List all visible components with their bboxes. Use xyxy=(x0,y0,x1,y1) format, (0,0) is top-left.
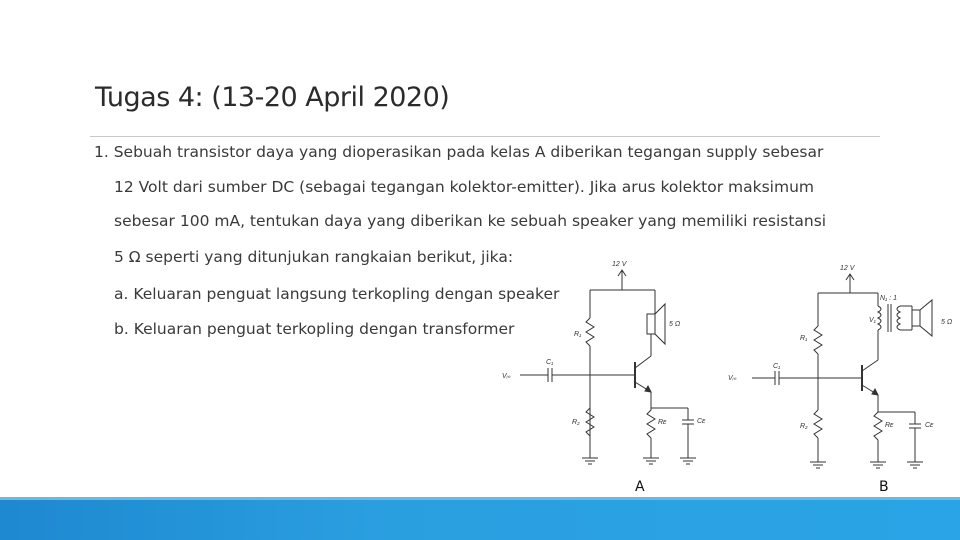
question-line-1: 1. Sebuah transistor daya yang dioperasikan pada kelas A diberikan tegangan supply sebesar xyxy=(94,143,824,161)
circuit-b-transformer xyxy=(878,306,881,330)
circuit-a-c1-label: C₁ xyxy=(546,359,554,366)
question-line-3: sebesar 100 mA, tentukan daya yang diberikan ke sebuah speaker yang memiliki resistansi xyxy=(114,212,827,230)
footer-bar xyxy=(0,497,960,540)
circuit-a-supply-label: 12 V xyxy=(612,261,627,268)
circuit-a-re-label: Rᴇ xyxy=(658,419,667,426)
circuit-b-r2 xyxy=(814,410,822,438)
circuit-b-r1-label: R₁ xyxy=(800,335,808,342)
circuit-a xyxy=(520,270,696,464)
circuit-b-supply-label: 12 V xyxy=(840,265,855,272)
option-a: a. Keluaran penguat langsung terkopling dengan speaker xyxy=(114,285,560,303)
circuit-b-re xyxy=(874,412,882,440)
question-line-2: 12 Volt dari sumber DC (sebagai tegangan kolektor-emitter). Jika arus kolektor maksimum xyxy=(114,178,815,196)
circuit-a-re xyxy=(647,408,655,438)
circuit-b-speaker-icon xyxy=(912,310,920,326)
circuit-a-speaker-label: 5 Ω xyxy=(669,321,681,328)
circuit-a-ce-label: Cᴇ xyxy=(697,418,706,425)
slide-title: Tugas 4: (13-20 April 2020) xyxy=(95,82,450,113)
circuit-b-c1-label: C₁ xyxy=(773,363,781,370)
circuit-b-re-label: Rᴇ xyxy=(885,422,894,429)
circuit-b-primary-label: V₁ xyxy=(869,317,876,324)
circuit-a-r1 xyxy=(586,318,594,346)
question-line-4: 5 Ω seperti yang ditunjukan rangkaian berikut, jika: xyxy=(114,248,514,266)
circuit-a-r1-label: R₁ xyxy=(574,331,582,338)
circuit-a-caption: A xyxy=(635,479,645,495)
circuit-a-grounds xyxy=(582,458,696,464)
circuit-a-vin-label: Vᵢₙ xyxy=(502,373,511,380)
circuit-b-ce-label: Cᴇ xyxy=(925,422,934,429)
circuit-b-caption: B xyxy=(879,479,889,495)
circuit-b-ratio-label: N₁ : 1 xyxy=(880,295,897,302)
circuit-b-vin-label: Vᵢₙ xyxy=(728,375,737,382)
circuit-b-speaker-label: 5 Ω xyxy=(941,319,953,326)
circuit-b-r2-label: R₂ xyxy=(800,423,808,430)
circuit-b-r1 xyxy=(814,326,822,354)
option-b: b. Keluaran penguat terkopling dengan transformer xyxy=(114,320,515,338)
circuit-b xyxy=(752,274,932,468)
circuit-a-r2-label: R₂ xyxy=(572,419,580,426)
circuit-a-speaker-icon xyxy=(647,314,655,334)
circuit-b-grounds xyxy=(810,462,923,468)
